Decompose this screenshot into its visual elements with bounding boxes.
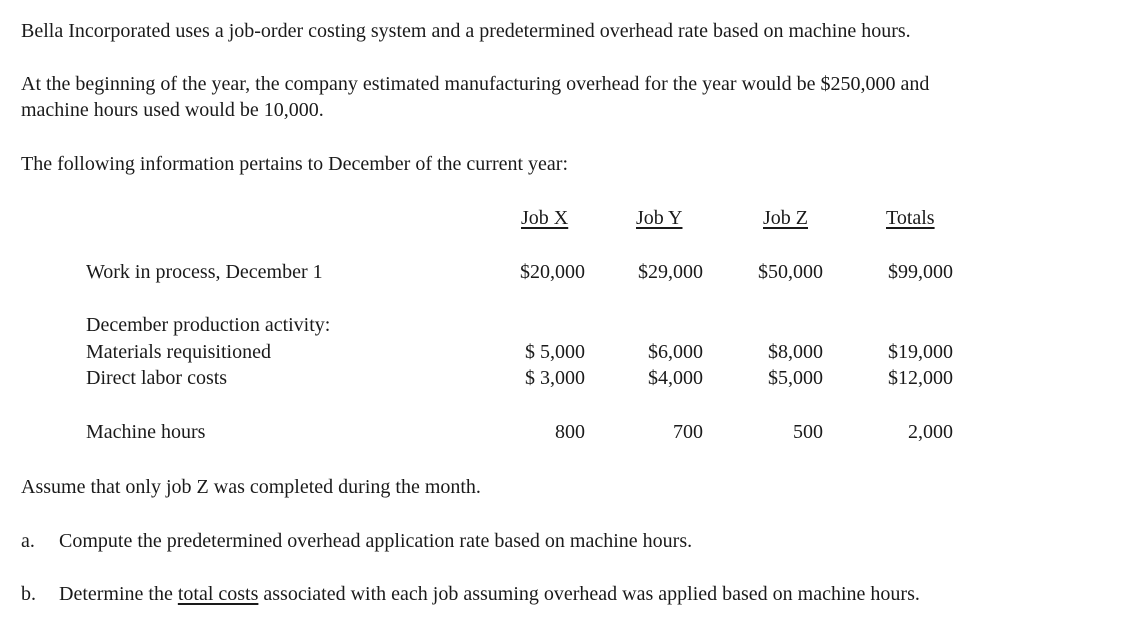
- question-b-marker: b.: [21, 583, 36, 605]
- wip-job-x: $20,000: [520, 261, 585, 283]
- machine-label: Machine hours: [86, 421, 206, 443]
- labor-totals: $12,000: [888, 367, 953, 389]
- december-intro: The following information pertains to December of the current year:: [21, 153, 569, 175]
- question-b-pre: Determine the: [59, 583, 178, 605]
- materials-totals: $19,000: [888, 341, 953, 363]
- estimate-text-line1: At the beginning of the year, the company estimated manufacturing overhead for the year would be $250,000 and: [21, 73, 930, 95]
- wip-job-z: $50,000: [758, 261, 823, 283]
- wip-totals: $99,000: [888, 261, 953, 283]
- machine-job-y: 700: [673, 421, 703, 443]
- materials-job-y: $6,000: [648, 341, 703, 363]
- materials-job-z: $8,000: [768, 341, 823, 363]
- question-a-text: Compute the predetermined overhead application rate based on machine hours.: [59, 530, 693, 552]
- materials-job-x: $ 5,000: [525, 341, 585, 363]
- materials-label: Materials requisitioned: [86, 341, 271, 363]
- intro-text: Bella Incorporated uses a job-order costing system and a predetermined overhead rate based on machine hours.: [21, 20, 911, 42]
- estimate-text-line2: machine hours used would be 10,000.: [21, 99, 324, 121]
- assumption-text: Assume that only job Z was completed during the month.: [21, 476, 481, 498]
- labor-job-z: $5,000: [768, 367, 823, 389]
- header-totals: Totals: [886, 207, 935, 229]
- labor-job-y: $4,000: [648, 367, 703, 389]
- labor-label: Direct labor costs: [86, 367, 228, 389]
- question-b-underlined: total costs: [177, 583, 259, 605]
- labor-job-x: $ 3,000: [525, 367, 585, 389]
- wip-label: Work in process, December 1: [86, 261, 323, 283]
- header-job-x: Job X: [521, 207, 569, 229]
- machine-totals: 2,000: [908, 421, 953, 443]
- activity-label: December production activity:: [86, 314, 331, 336]
- question-b-text: [59, 581, 920, 607]
- question-b-post: associated with each job assuming overhead was applied based on machine hours.: [258, 583, 920, 605]
- wip-job-y: $29,000: [638, 261, 703, 283]
- header-job-z: Job Z: [763, 207, 808, 229]
- machine-job-z: 500: [793, 421, 823, 443]
- question-a-marker: a.: [21, 530, 35, 552]
- header-job-y: Job Y: [636, 207, 683, 229]
- machine-job-x: 800: [555, 421, 585, 443]
